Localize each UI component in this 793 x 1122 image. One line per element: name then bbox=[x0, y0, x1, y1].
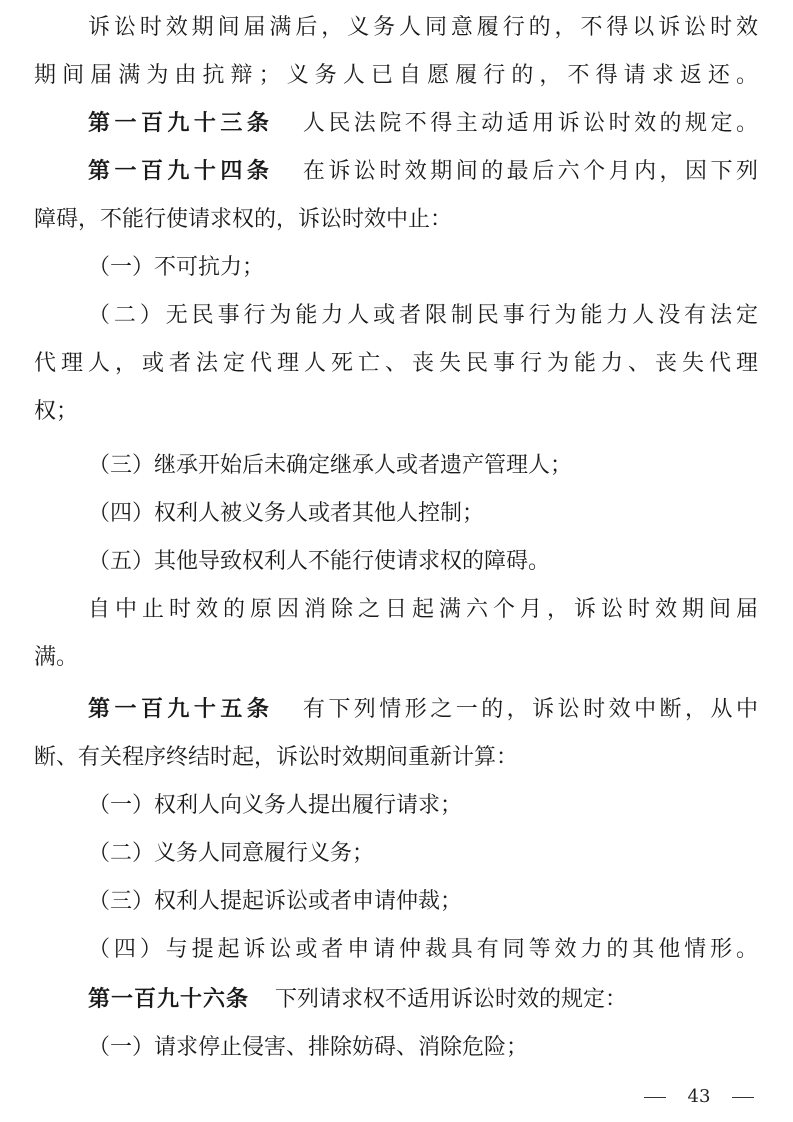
text-line-8: 代理人，或者法定代理人死亡、丧失民事行为能力、丧失代理 bbox=[34, 351, 758, 376]
article-194-heading: 第一百九十四条 bbox=[88, 159, 274, 184]
list-item: （一）不可抗力； bbox=[88, 255, 265, 280]
article-193-text: 人民法院不得主动适用诉讼时效的规定。 bbox=[299, 111, 758, 136]
footer-dash-right bbox=[732, 1097, 754, 1098]
list-item: （四）权利人被义务人或者其他人控制； bbox=[88, 501, 485, 526]
text-line-2: 期间届满为由抗辩；义务人已自愿履行的，不得请求返还。 bbox=[34, 63, 758, 88]
text-line-5: 障碍，不能行使请求权的，诉讼时效中止： bbox=[34, 207, 453, 232]
list-item: （三）权利人提起诉讼或者申请仲裁； bbox=[88, 889, 463, 914]
text-line-13: 自中止时效的原因消除之日起满六个月，诉讼时效期间届 bbox=[88, 597, 758, 622]
footer-dash-left bbox=[644, 1097, 666, 1098]
article-194-text: 在诉讼时效期间的最后六个月内，因下列 bbox=[299, 159, 758, 184]
article-195 bbox=[34, 690, 758, 730]
text-line-1: 诉讼时效期间届满后，义务人同意履行的，不得以诉讼时效 bbox=[88, 15, 758, 40]
list-item: （二）义务人同意履行义务； bbox=[88, 841, 375, 866]
article-195-text: 有下列情形之一的，诉讼时效中断，从中 bbox=[299, 697, 758, 722]
article-193-heading: 第一百九十三条 bbox=[88, 111, 274, 136]
page-footer bbox=[644, 1082, 754, 1112]
article-194 bbox=[34, 152, 758, 192]
article-196 bbox=[34, 980, 758, 1020]
article-193 bbox=[34, 104, 758, 144]
article-195-heading: 第一百九十五条 bbox=[88, 697, 274, 722]
text-line-9: 权； bbox=[34, 399, 79, 424]
list-item: （三）继承开始后未确定继承人或者遗产管理人； bbox=[88, 453, 573, 478]
list-item: （二）无民事行为能力人或者限制民事行为能力人没有法定 bbox=[88, 303, 758, 328]
list-item: （五）其他导致权利人不能行使请求权的障碍。 bbox=[88, 549, 551, 574]
page-number: 43 bbox=[687, 1086, 711, 1107]
list-item: （一）权利人向义务人提出履行请求； bbox=[88, 793, 463, 818]
article-196-heading: 第一百九十六条 bbox=[88, 987, 250, 1012]
list-item: （四）与提起诉讼或者申请仲裁具有同等效力的其他情形。 bbox=[88, 937, 758, 962]
text-line-16: 断、有关程序终结时起，诉讼时效期间重新计算： bbox=[34, 745, 519, 770]
article-196-text: 下列请求权不适用诉讼时效的规定： bbox=[275, 987, 628, 1012]
text-line-14: 满。 bbox=[34, 645, 79, 670]
list-item: （一）请求停止侵害、排除妨碍、消除危险； bbox=[88, 1035, 529, 1060]
